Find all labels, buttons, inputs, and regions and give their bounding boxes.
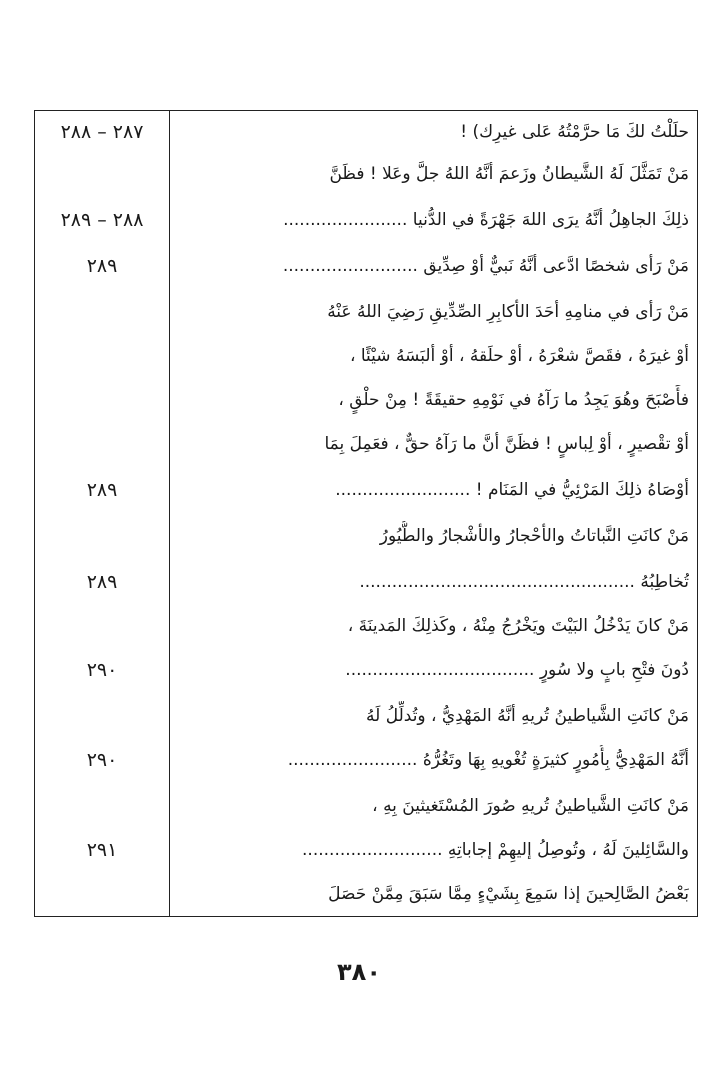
entry-text: مَنْ رَأى في منامِهِ أحَدَ الأكابِرِ الصِّدِّيقِ رَضِيَ اللهُ عَنْهُ bbox=[327, 302, 689, 322]
page-reference: ٢٨٨ – ٢٨٩ bbox=[60, 209, 144, 231]
entry-text: أوْ غيرَهُ ، فقَصَّ شعْرَهُ ، أوْ حلَقهُ ، أوْ ألبَسَهُ شيْئًا ، bbox=[349, 346, 689, 366]
page-reference: ٢٩١ bbox=[86, 839, 118, 861]
index-row bbox=[35, 785, 697, 827]
index-row bbox=[35, 561, 697, 603]
entry-text: مَنْ كانَتِ النَّباتاتُ والأحْجارُ والأشْجارُ والطُّيُورُ bbox=[379, 526, 689, 546]
entry-text: مَنْ كانَتِ الشَّياطينُ تُريهِ صُورَ المُسْتَغيثينَ بِهِ ، bbox=[372, 796, 689, 816]
index-row bbox=[35, 829, 697, 871]
index-row bbox=[35, 379, 697, 421]
entry-text: فأَصْبَحَ وهُوَ يَجِدُ ما رَآهُ في نَوْمِهِ حقيقَةً ! مِنْ حلْقٍ ، bbox=[338, 390, 689, 410]
entry-text: أنَّهُ المَهْدِيُّ بِأُمُورٍ كثيرَةٍ تُغْويهِ بِهَا وتَغُرُّهُ ........................ bbox=[287, 750, 689, 770]
index-row bbox=[35, 423, 697, 465]
entry-text: تُخاطِبُهُ ................................................... bbox=[359, 572, 689, 592]
index-row bbox=[35, 649, 697, 691]
entry-text: أوْصَاهُ ذلِكَ المَرْئِيُّ في المَنَام ! ......................... bbox=[335, 480, 689, 500]
index-row bbox=[35, 111, 697, 153]
page-reference: ٢٨٩ bbox=[86, 255, 118, 277]
index-row bbox=[35, 335, 697, 377]
entry-text: مَنْ كانَتِ الشَّياطينُ تُريهِ أنَّهُ المَهْدِيُّ ، وتُدلِّلُ لَهُ bbox=[366, 706, 689, 726]
entry-text: حلَلْتُ لكَ مَا حرَّمْتُهُ عَلى غيرِك) ! bbox=[460, 122, 689, 142]
page-number: ٣٨٠ bbox=[337, 958, 381, 986]
index-row bbox=[35, 695, 697, 737]
index-row bbox=[35, 245, 697, 287]
entry-text: بَعْضُ الصَّالِحينَ إذا سَمِعَ بِشَيْءٍ مِمَّا سَبَقَ مِمَّنْ حَصَلَ bbox=[328, 884, 689, 904]
entry-text: والسَّائِلينَ لَهُ ، وتُوصِلُ إليهِمْ إجاباتِهِ .......................... bbox=[302, 840, 689, 860]
entry-text: دُونَ فتْحِ بابٍ ولا سُورٍ ................................... bbox=[345, 660, 689, 680]
page-reference: ٢٨٧ – ٢٨٨ bbox=[60, 121, 144, 143]
index-row bbox=[35, 469, 697, 511]
page-reference: ٢٩٠ bbox=[86, 659, 118, 681]
index-row bbox=[35, 515, 697, 557]
index-row bbox=[35, 873, 697, 915]
entry-text: ذلِكَ الجاهِلُ أنَّهُ يرَى اللهَ جَهْرَةً في الدُّنيا ....................... bbox=[283, 210, 689, 230]
entry-text: مَنْ رَأى شخصًا ادَّعى أنَّهُ نَبيٌّ أوْ صِدِّيق ......................... bbox=[282, 256, 689, 276]
index-row bbox=[35, 291, 697, 333]
index-row bbox=[35, 605, 697, 647]
entry-text: مَنْ تَمَثَّلَ لَهُ الشَّيطانُ وزَعمَ أنَّهُ اللهُ جلَّ وعَلا ! فظَنَّ bbox=[329, 164, 689, 184]
page-reference: ٢٩٠ bbox=[86, 749, 118, 771]
index-row bbox=[35, 199, 697, 241]
index-table bbox=[34, 110, 698, 917]
entry-text: أوْ تقْصيرٍ ، أوْ لِباسٍ ! فظَنَّ أنَّ ما رَآهُ حقٌّ ، فعَمِلَ بِمَا bbox=[324, 434, 689, 454]
index-row bbox=[35, 153, 697, 195]
page-reference: ٢٨٩ bbox=[86, 571, 118, 593]
page-reference: ٢٨٩ bbox=[86, 479, 118, 501]
entry-text: مَنْ كانَ يَدْخُلُ البَيْتَ ويَخْرُجُ مِنْهُ ، وكَذلِكَ المَدينَةَ ، bbox=[347, 616, 689, 636]
index-row bbox=[35, 739, 697, 781]
